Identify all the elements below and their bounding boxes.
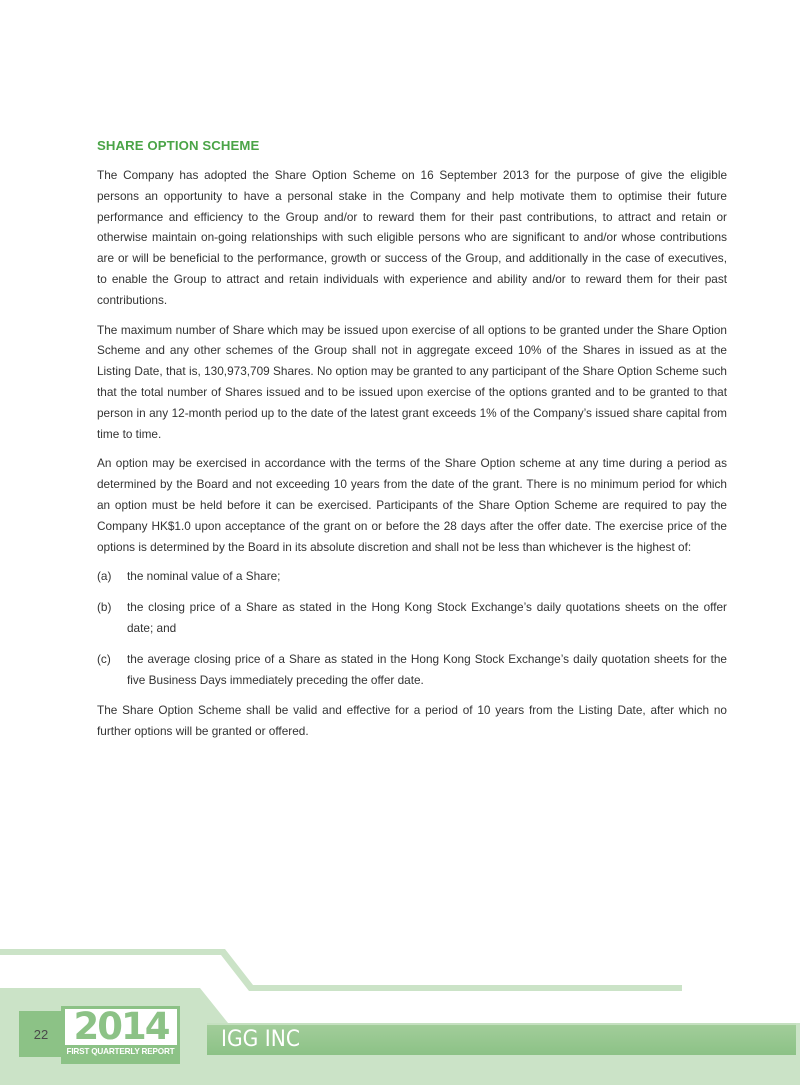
main-content xyxy=(97,138,727,751)
list-item xyxy=(97,597,727,639)
logo-year-panel xyxy=(65,1005,177,1048)
paragraph-validity: The Share Option Scheme shall be valid and effective for a period of 10 years from the Listing Date, after which no further options will be granted or offered. xyxy=(97,703,727,739)
paragraph-exercise-terms: An option may be exercised in accordance with the terms of the Share Option scheme at any time during a period as determined by the Board and not exceeding 10 years from the date of the grant. There is no minimum period for which an option must be held before it can be exercised. Participants of the Share Option Scheme are required to pay the Company HK$1.0 upon acceptance of the grant on or before the 28 days after the offer date. The exercise price of the options is determined by the Board in its absolute discretion and shall not be less than whichever is the highest of: xyxy=(97,456,727,554)
list-marker: (a) xyxy=(97,569,112,584)
list-marker: (c) xyxy=(97,651,111,666)
list-text: the closing price of a Share as stated in the Hong Kong Stock Exchange’s daily quotations sheets on the offer date; and xyxy=(127,600,727,635)
paragraph-purpose: The Company has adopted the Share Option Scheme on 16 September 2013 for the purpose of give the eligible persons an opportunity to have a personal stake in the Company and help motivate them to optimise their future performance and efficiency to the Group and/or to reward them for their past contributions, to attract and retain or otherwise maintain on-going relationships with such eligible persons who are significant to and/or whose contributions are or will be beneficial to the performance, growth or success of the Group, and additionally in the case of executives, to enable the Group to attract and retain individuals with experience and ability and/or to reward them for their past contributions. xyxy=(97,168,727,307)
section-heading: SHARE OPTION SCHEME xyxy=(97,138,260,153)
logo-year: 2014 xyxy=(73,1005,169,1048)
list-item xyxy=(97,566,727,587)
logo-subtitle: FIRST QUARTERLY REPORT xyxy=(66,1047,175,1056)
report-logo xyxy=(61,1006,180,1064)
list-item xyxy=(97,649,727,691)
page-number: 22 xyxy=(33,1026,49,1042)
price-criteria-list xyxy=(97,566,727,690)
list-marker: (b) xyxy=(97,600,112,615)
page-number-box xyxy=(19,1011,63,1057)
company-name: IGG INC xyxy=(221,1027,301,1052)
company-banner xyxy=(207,1023,796,1055)
paragraph-maximum-shares: The maximum number of Share which may be issued upon exercise of all options to be granted under the Share Option Scheme and any other schemes of the Group shall not in aggregate exceed 10% of the Shares in issued as at the Listing Date, that is, 130,973,709 Shares. No option may be granted to any participant of the Share Option Scheme such that the total number of Shares issued and to be issued upon exercise of the options granted and to be granted to that person in any 12-month period up to the date of the latest grant exceeds 1% of the Company’s issued share capital from time to time. xyxy=(97,322,727,441)
list-text: the average closing price of a Share as stated in the Hong Kong Stock Exchange’s daily quotation sheets for the five Business Days immediately preceding the offer date. xyxy=(127,651,727,687)
list-text: the nominal value of a Share; xyxy=(127,569,281,584)
